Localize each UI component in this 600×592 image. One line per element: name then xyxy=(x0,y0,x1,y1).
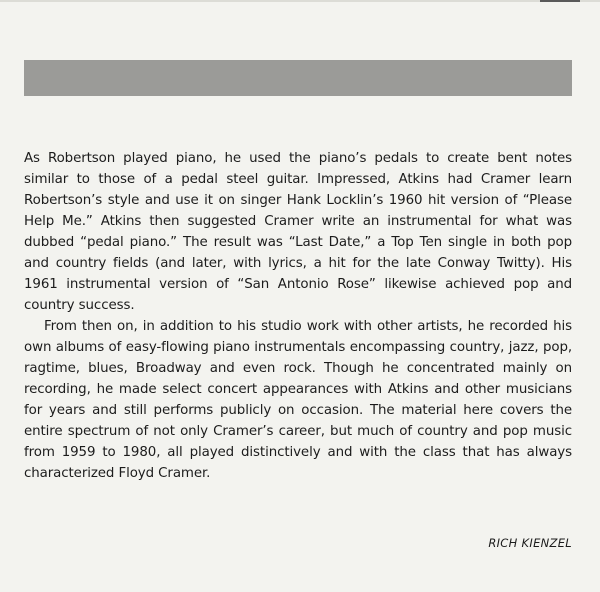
top-rule-accent xyxy=(540,0,580,2)
author-signature: RICH KIENZEL xyxy=(488,536,572,550)
liner-notes-body xyxy=(24,148,572,484)
paragraph-1: As Robertson played piano, he used the piano’s pedals to create bent notes similar to those of a pedal steel guitar. Impressed, Atkins had Cramer learn Robertson’s style and use it on singer Hank Locklin’s 1960 hit version of “Please Help Me.” Atkins then suggested Cramer write an instrumental for what was dubbed “pedal piano.” The result was “Last Date,” a Top Ten single in both pop and country fields (and later, with lyrics, a hit for the late Conway Twitty). His 1961 instrumental version of “San Antonio Rose” likewise achieved pop and country success. xyxy=(24,151,572,313)
paragraph-2: From then on, in addition to his studio work with other artists, he recorded his own albums of easy-flowing piano instrumentals encompassing country, jazz, pop, ragtime, blues, Broadway and even rock. Though he concentrated mainly on recording, he made select concert appearances with Atkins and other musicians for years and still performs publicly on occasion. The material here covers the entire spectrum of not only Cramer’s career, but much of country and pop music from 1959 to 1980, all played distinctively and with the class that has always characterized Floyd Cramer. xyxy=(24,319,572,481)
header-banner xyxy=(24,60,572,96)
top-rule xyxy=(0,0,600,2)
